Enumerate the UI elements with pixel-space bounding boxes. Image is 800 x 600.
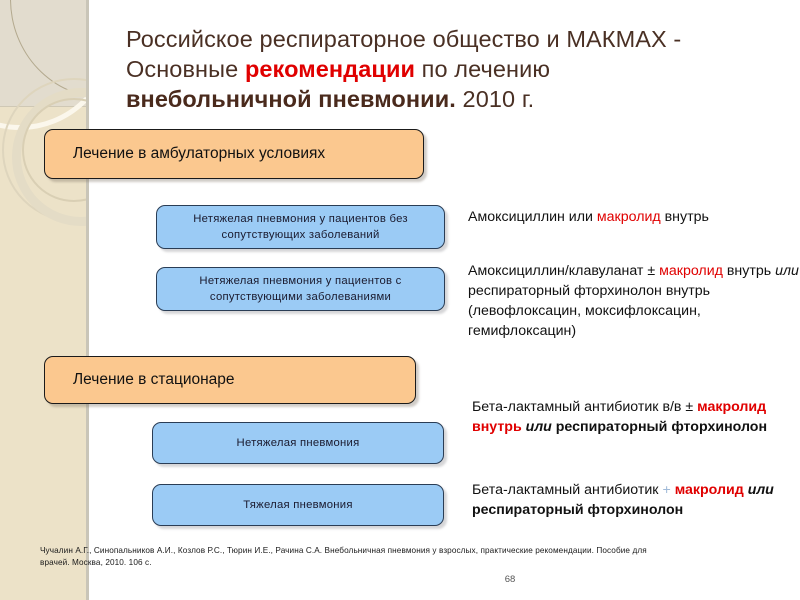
- title-line-2-suffix: по лечению: [415, 56, 551, 82]
- treatment-text-run: макролид внутрь: [472, 399, 767, 435]
- section-header-outpatient[interactable]: [44, 129, 424, 179]
- source-citation: Чучалин А.Г., Синопальников А.И., Козлов Р.С., Тюрин И.Е., Рачина С.А. Внебольничная пневмония у взрослых, практические рекомендации. Пособие для врачей. Москва, 2010. 106 с.: [40, 546, 647, 567]
- treatment-text-run: макролид: [596, 209, 661, 225]
- condition-box-mild-with-comorbidity[interactable]: [156, 267, 445, 311]
- title-line-2-prefix: Основные: [126, 56, 245, 82]
- section-header-inpatient-label: Лечение в стационаре: [73, 371, 235, 388]
- treatment-text-mild-no-comorbidity: [468, 207, 798, 227]
- section-header-outpatient-label: Лечение в амбулаторных условиях: [73, 145, 326, 162]
- treatment-text-run: макролид: [659, 263, 723, 279]
- decorative-sidebar: [0, 0, 86, 600]
- section-header-inpatient[interactable]: [44, 356, 416, 404]
- condition-label: Нетяжелая пневмония: [236, 437, 360, 449]
- decorative-sidebar-edge: [86, 0, 89, 600]
- page-number: 68: [504, 574, 516, 585]
- treatment-text-run: респираторный фторхинолон внутрь (левофлоксацин, моксифлоксацин, гемифлоксацин): [468, 283, 711, 339]
- condition-label: Нетяжелая пневмония у пациентов без сопутствующих заболеваний: [193, 213, 408, 241]
- treatment-text-run: Амоксициллин или: [468, 209, 597, 225]
- condition-box-mild-no-comorbidity[interactable]: [156, 205, 445, 249]
- treatment-text-run: Бета-лактамный антибиотик в/в ±: [472, 399, 698, 415]
- treatment-text-severe-pneumonia: [472, 480, 800, 520]
- treatment-text-mild-with-comorbidity: [468, 261, 800, 341]
- decorative-sidebar-inner: [0, 0, 86, 600]
- title-line-1: Российское респираторное общество и МАКМАХ -: [126, 26, 682, 52]
- treatment-text-run: внутрь: [722, 263, 776, 279]
- treatment-text-run: внутрь: [660, 209, 709, 225]
- treatment-text-mild-pneumonia: [472, 397, 800, 437]
- condition-box-severe-pneumonia[interactable]: [152, 484, 444, 526]
- condition-label: Нетяжелая пневмония у пациентов с сопутствующими заболеваниями: [199, 275, 402, 303]
- treatment-text-run: респираторный фторхинолон: [472, 502, 684, 518]
- treatment-text-run: респираторный фторхинолон: [551, 419, 768, 435]
- treatment-text-run: Амоксициллин/клавуланат ±: [468, 263, 660, 279]
- title-highlight-recommendations: рекомендации: [244, 56, 416, 82]
- treatment-text-run: или: [525, 419, 552, 435]
- treatment-text-run: макролид: [674, 482, 744, 498]
- condition-label: Тяжелая пневмония: [243, 499, 353, 511]
- treatment-text-run: или: [747, 482, 774, 498]
- title-line-3-bold: внебольничной пневмонии.: [126, 86, 456, 112]
- treatment-text-run: Бета-лактамный антибиотик: [472, 482, 663, 498]
- slide-title: [126, 24, 786, 114]
- title-line-3-year: 2010 г.: [455, 86, 535, 112]
- treatment-text-run: или: [775, 263, 799, 279]
- condition-box-mild-pneumonia[interactable]: [152, 422, 444, 464]
- treatment-text-run: +: [662, 482, 671, 498]
